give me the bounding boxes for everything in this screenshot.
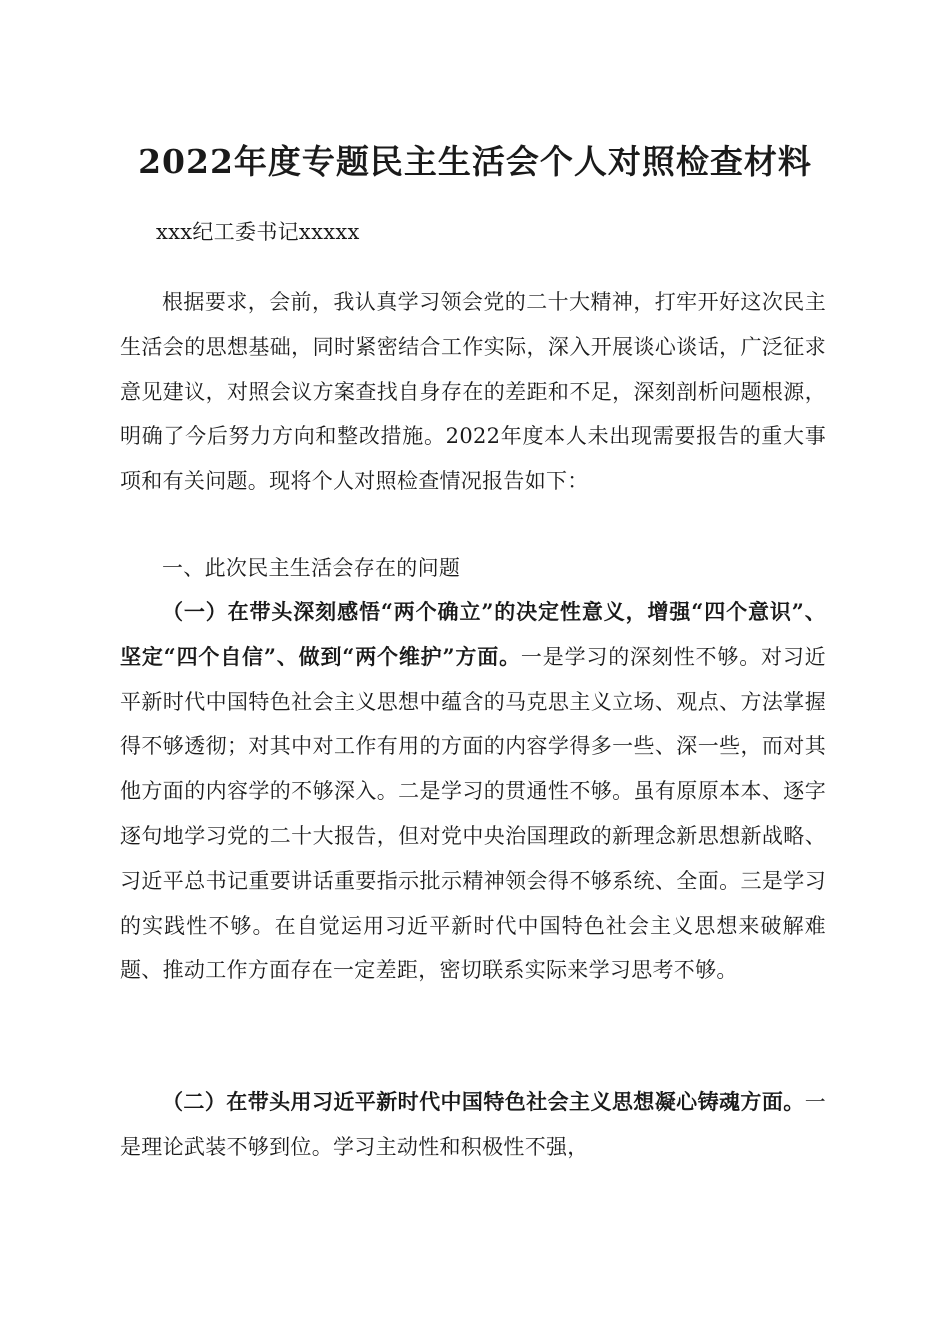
subsection-1-heading: （一）在带头深刻感悟“两个确立”的决定性意义，增强“四个意识”、坚定“四个自信”、做到“两个维护”方面。 [120, 599, 826, 669]
subsection-2-heading: （二）在带头用习近平新时代中国特色社会主义思想凝心铸魂方面。 [162, 1089, 805, 1114]
subsection-1-body: 一是学习的深刻性不够。对习近平新时代中国特色社会主义思想中蕴含的马克思主义立场、观点、方法掌握得不够透彻；对其中对工作有用的方面的内容学得多一些、深一些，而对其他方面的内容学的不够深入。二是学习的贯通性不够。虽有原原本本、逐字逐句地学习党的二十大报告，但对党中央治国理政的新理念新思想新战略、习近平总书记重要讲话重要指示批示精神领会得不够系统、全面。三是学习的实践性不够。在自觉运用习近平新时代中国特色社会主义思想来破解难题、推动工作方面存在一定差距，密切联系实际来学习思考不够。 [120, 644, 826, 983]
subsection-2-paragraph [120, 1080, 826, 1170]
section-heading-1: 一、此次民主生活会存在的问题 [162, 556, 461, 580]
subsection-2-body: 一是理论武装不够到位。学习主动性和积极性不强， [120, 1090, 826, 1159]
subsection-1-paragraph [120, 590, 826, 993]
intro-paragraph: 根据要求，会前，我认真学习领会党的二十大精神，打牢开好这次民主生活会的思想基础，同时紧密结合工作实际，深入开展谈心谈话，广泛征求意见建议，对照会议方案查找自身存在的差距和不足，深刻剖析问题根源，明确了今后努力方向和整改措施。2022年度本人未出现需要报告的重大事项和有关问题。现将个人对照检查情况报告如下： [120, 290, 826, 494]
document-title: 2022年度专题民主生活会个人对照检查材料 [138, 142, 812, 181]
author-line: xxx纪工委书记xxxxx [156, 220, 360, 244]
